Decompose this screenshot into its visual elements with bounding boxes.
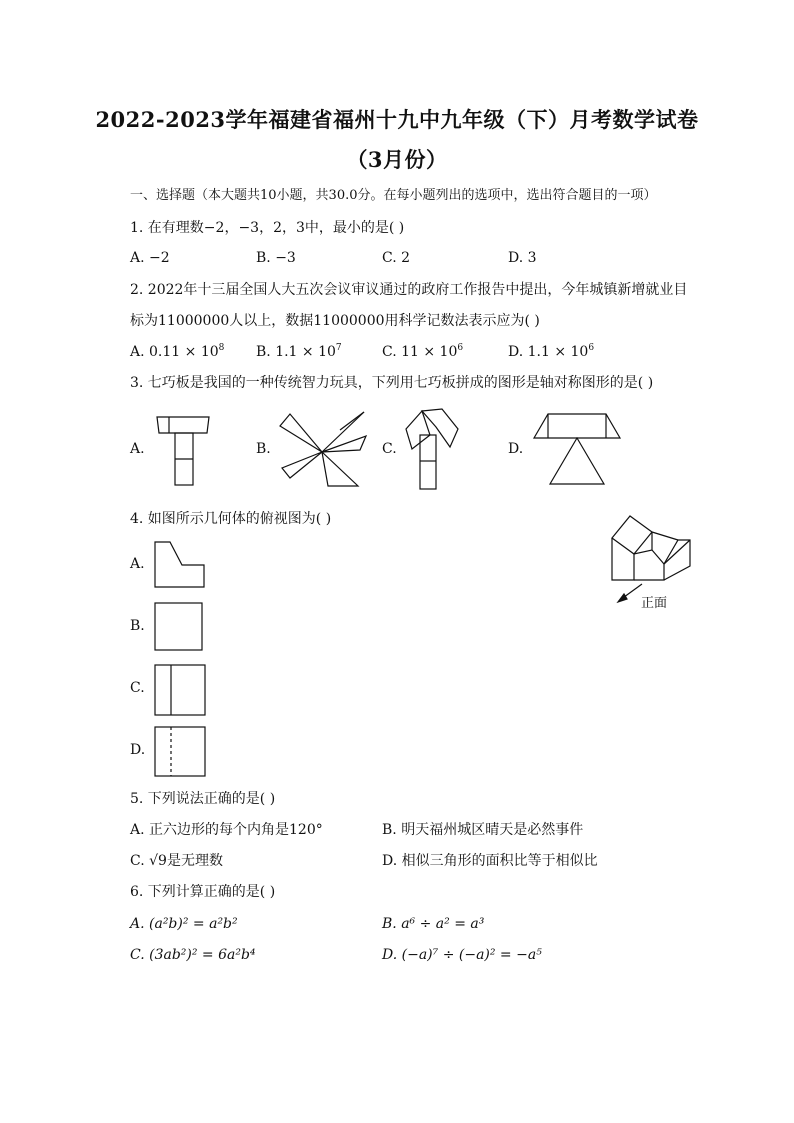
section-heading: 一、选择题（本大题共10小题，共30.0分。在每小题列出的选项中，选出符合题目的一项） <box>130 188 657 203</box>
q2-option-d: D. $1.1 \times 10^6$ <box>508 343 595 360</box>
q4-label-a: A. <box>130 556 145 572</box>
q4-label-c: C. <box>130 680 145 696</box>
q2-option-c: C. $11 \times 10^6$ <box>382 343 464 360</box>
q3-label-a: A. <box>130 441 145 457</box>
tangram-windmill-figure <box>280 410 370 490</box>
exam-title: 2022-2023学年福建省福州十九中九年级（下）月考数学试卷 <box>95 107 699 132</box>
question-6-stem: 6. 下列计算正确的是( ) <box>130 884 276 900</box>
q4-option-c-figure <box>154 664 210 716</box>
question-4-stem: 4. 如图所示几何体的俯视图为( ) <box>130 511 332 527</box>
q5-option-d: D. 相似三角形的面积比等于相似比 <box>382 853 598 869</box>
q6-option-b: B. a⁶ ÷ a² = a³ <box>382 916 485 932</box>
q4-option-a-figure <box>154 541 210 591</box>
tangram-t-shape-figure <box>155 413 215 493</box>
q5-option-b: B. 明天福州城区晴天是必然事件 <box>382 822 584 838</box>
tangram-arrow-figure <box>402 405 472 495</box>
question-2-stem-line1: 2. 2022年十三届全国人大五次会议审议通过的政府工作报告中提出，今年城镇新增就业目 <box>130 282 688 298</box>
question-5-stem: 5. 下列说法正确的是( ) <box>130 791 276 807</box>
q4-label-d: D. <box>130 742 146 758</box>
q3-label-d: D. <box>508 441 524 457</box>
q4-label-b: B. <box>130 618 145 634</box>
front-view-label: 正面 <box>641 596 668 611</box>
q6-option-d: D. (−a)⁷ ÷ (−a)² = −a⁵ <box>382 947 542 963</box>
tangram-table-triangle-figure <box>530 410 630 490</box>
question-1-stem: 1. 在有理数−2，−3，2，3中，最小的是( ) <box>130 220 405 236</box>
question-3-stem: 3. 七巧板是我国的一种传统智力玩具，下列用七巧板拼成的图形是轴对称图形的是( ) <box>130 375 654 391</box>
q3-label-c: C. <box>382 441 397 457</box>
q6-option-a: A. (a²b)² = a²b² <box>130 916 238 932</box>
question-2-stem-line2: 标为11000000人以上，数据11000000用科学记数法表示应为( ) <box>130 313 540 329</box>
q1-option-b: B. −3 <box>256 250 296 266</box>
q4-option-b-figure <box>154 602 206 654</box>
q1-option-a: A. −2 <box>130 250 170 266</box>
q3-label-b: B. <box>256 441 271 457</box>
q2-option-a: A. $0.11 \times 10^8$ <box>130 343 225 360</box>
q5-option-c: C. √9是无理数 <box>130 853 223 869</box>
q6-option-c: C. (3ab²)² = 6a²b⁴ <box>130 947 256 963</box>
exam-subtitle: （3月份） <box>346 147 448 172</box>
q2-option-b: B. $1.1 \times 10^7$ <box>256 343 342 360</box>
q4-option-d-figure <box>154 726 210 778</box>
q1-option-c: C. 2 <box>382 250 411 266</box>
q1-option-d: D. 3 <box>508 250 537 266</box>
q5-option-a: A. 正六边形的每个内角是120° <box>130 822 323 838</box>
